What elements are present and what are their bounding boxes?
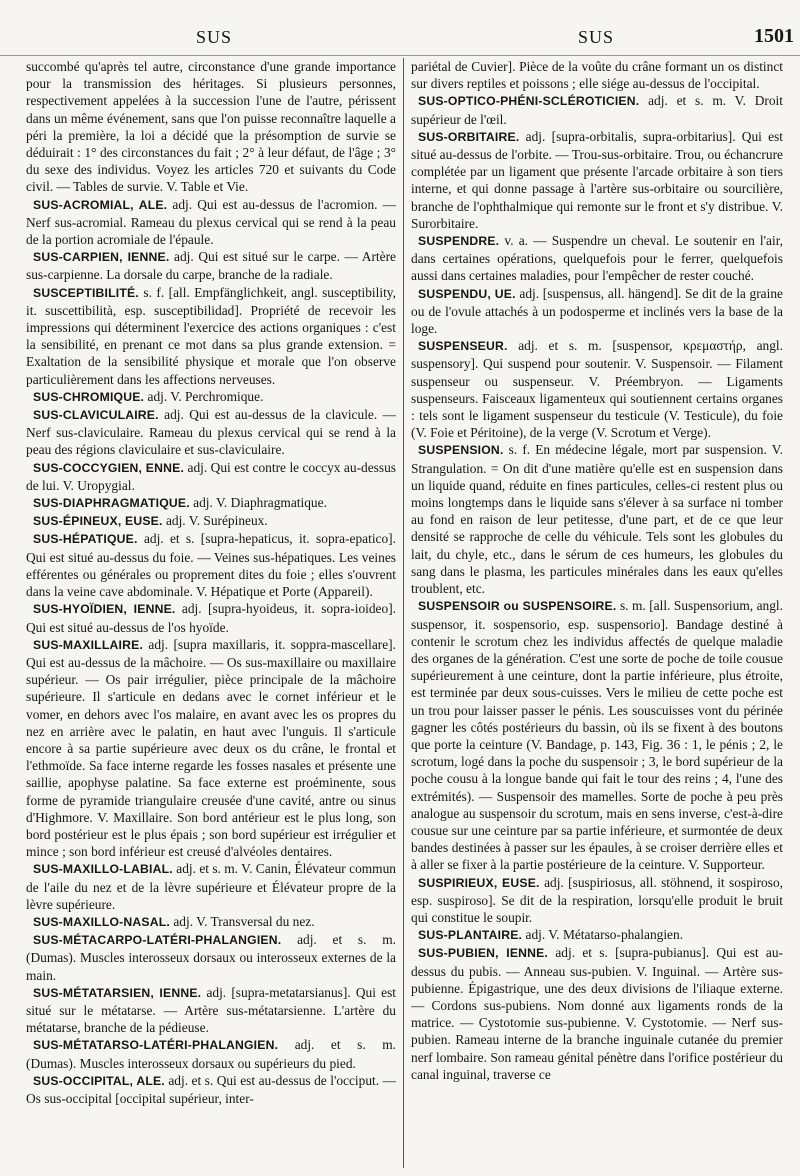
entry-headword: SUS-MÉTACARPO-LATÉRI-PHALANGIEN. xyxy=(33,933,282,948)
entry-headword: SUSPENSION. xyxy=(418,443,504,458)
entry-definition: adj. [supra-orbitalis, supra-orbitarius]. Qui est situé au-dessus de l'orbite. — Trou-sus-orbitaire. Trou, ou échancrure complétée par un ligament que présente l'arcade orbitaire à son tiers interne, et qui donne passage à l'artère sus-orbitaire ou sourcilière, branche de l'ophthalmique qui remonte sur le front et s'y distribue. V. Surorbitaire. xyxy=(411,128,783,231)
entry-definition: adj. V. Métatarso-phalangien. xyxy=(525,927,684,943)
entry-headword: SUS-PUBIEN, IENNE. xyxy=(418,946,549,961)
entry-definition: adj. et s. m. V. Droit supérieur de l'œil. xyxy=(411,93,783,127)
entry-definition: adj. et s. Qui est au-dessus de l'occiput. — Os sus-occipital [occipital supérieur, inter- xyxy=(26,1072,396,1106)
entry-definition: s. m. [all. Suspensorium, angl. suspensor, it. sospensorio, esp. suspensorio]. Bandage destiné à contenir le scrotum chez les individus affectés de quelque maladie des organes de la génération. C'est une sorte de poche de toile cousue supérieurement à une ceinture, dont la partie inférieure, plus étroite, est terminée par deux sous-cuisses. Vers le milieu de cette poche est un trou pour laisser passer le pénis. Les souscuisses vont du périnée gagner les côtés postérieurs du bassin, où ils se fixent à des boutons que porte la ceinture (V. Bandage, p. 143, Fig. 36 : 1, le pénis ; 2, le scrotum, logé dans la poche du suspensoir ; 3, le bord supérieur de la poche cousu à la longue bande qui fait le tour des reins ; 4, l'une des extrémités). — Suspensoir des mamelles. Sorte de poche à peu près analogue au suspensoir du scrotum, mais en sens inverse, c'est-à-dire cousue sur une ceinture par sa partie inférieure, et surmontée de deux bandes destinées à passer sur les épaules, à se croiser derrière elles et à aller se fixer à la partie postérieure de la ceinture. V. Supporteur. xyxy=(411,598,783,873)
entry-definition: adj. V. Perchromique. xyxy=(147,388,264,404)
entry-definition: adj. Qui est au-dessus de la clavicule. — Nerf sus-claviculaire. Rameau du plexus cervical qui se rend à la peau des régions claviculaire et sus-claviculaire. xyxy=(26,407,396,458)
dictionary-entry xyxy=(26,931,396,984)
dictionary-entry xyxy=(26,388,396,406)
dictionary-entry xyxy=(26,600,396,635)
entry-definition: adj. et s. m. V. Canin, Élévateur commun de l'aile du nez et de la lèvre supérieure et Élévateur propre de la lèvre supérieure. xyxy=(26,861,396,912)
dictionary-entry xyxy=(26,530,396,600)
entry-definition: s. f. En médecine légale, mort par suspension. V. Strangulation. = On dit d'une matière qu'elle est en suspension dans un liquide quand, réduite en fines particules, celles-ci restent plus ou moins longtemps dans le liquide sans s'élever à sa surface ni tomber au fond en raison de leur petitesse, d'une part, et de ce que leur densité se rapproche de celle du véhicule. Tels sont les globules du lait, du chyle, etc., dans le sérum de ces humeurs, les globules du sang dans le plasma, les particules minérales dans les eaux qu'elles troublent, etc. xyxy=(411,442,783,597)
dictionary-entry xyxy=(26,459,396,494)
dictionary-entry xyxy=(26,984,396,1037)
entry-definition: v. a. — Suspendre un cheval. Le soutenir en l'air, dans certaines opérations, quelquefois pour le ferrer, quelquefois aussi dans certaines maladies, pour l'empêcher de rester couché. xyxy=(411,233,783,284)
entry-headword: SUS-CHROMIQUE. xyxy=(33,389,145,404)
entry-headword: SUS-CLAVICULAIRE. xyxy=(33,408,159,423)
dictionary-entry xyxy=(26,494,396,512)
entry-headword: SUS-CARPIEN, IENNE. xyxy=(33,250,170,265)
entry-headword: SUS-MÉTATARSO-LATÉRI-PHALANGIEN. xyxy=(33,1038,279,1053)
entry-definition: s. f. [all. Empfänglichkeit, angl. susceptibility, it. suscettibilità, esp. susceptibilidad]. Propriété de recevoir les impressions qui déterminent l'exercice des actions organiques : c'est la sensibilité, en prenant ce mot dans sa plus grande extension. = Exaltation de la sensibilité physique et morale que l'on observe particulièrement dans les affections nerveuses. xyxy=(26,284,396,387)
entry-headword: SUS-MAXILLO-NASAL. xyxy=(33,914,170,929)
entry-definition: adj. V. Transversal du nez. xyxy=(173,913,315,929)
entry-headword: SUS-MAXILLO-LABIAL. xyxy=(33,862,173,877)
entry-headword: SUS-COCCYGIEN, ENNE. xyxy=(33,460,185,475)
continued-text xyxy=(26,58,396,196)
entry-headword: SUS-ÉPINEUX, EUSE. xyxy=(33,514,163,529)
header-rule xyxy=(0,55,800,56)
entry-definition: succombé qu'après tel autre, circonstance d'une grande importance pour la transmission des héritages. Si plusieurs personnes, respectivement appelées à la succession l'une de l'autre, périssent dans un même événement, sans que l'on puisse reconnaître laquelle a péri la première, la loi a décidé que la présomption de survie se déduirait : 1° des circonstances du fait ; 2° à leur défaut, de l'âge ; 3° du sexe des individus. Voyez les articles 720 et suivants du Code civil. — Tables de survie. V. Table et Vie. xyxy=(26,59,396,195)
dictionary-entry xyxy=(26,1036,396,1071)
dictionary-entry xyxy=(26,913,396,931)
entry-definition: adj. [supra maxillaris, it. soppra-mascellare]. Qui est au-dessus de la mâchoire. — Os sus-maxillaire ou maxillaire supérieur. — Os pair irrégulier, pièce principale de la mâchoire supérieure. Il s'articule en dedans avec le cornet inférieur et le vomer, en dehors avec l'os malaire, en avant avec les os propres du nez en arrière avec le palatin, en haut avec l'unguis. Il s'articule encore à sa partie supérieure avec deux os du crâne, le frontal et l'ethmoïde. Sa face interne regarde les fosses nasales et présente une saillie, apophyse palatine. Sa face externe est proéminente, sous forme de pyramide triangulaire creusée d'une cavité, antre ou sinus d'Highmore. V. Maxillaire. Son bord antérieur est le plus long, son bord postérieur est le plus épais ; son bord supérieur est irrégulier et mince ; son bord inférieur est creusé d'alvéoles dentaires. xyxy=(26,636,396,860)
entry-definition: adj. [suspensus, all. hängend]. Se dit de la graine ou de l'ovule attachés à un podosperme et inclinés vers la base de la loge. xyxy=(411,285,783,337)
dictionary-entry xyxy=(26,196,396,249)
right-column xyxy=(411,58,783,1176)
entry-headword: SUS-MAXILLAIRE. xyxy=(33,637,143,652)
dictionary-entry xyxy=(26,1072,396,1107)
entry-definition: pariétal de Cuvier]. Pièce de la voûte du crâne formant un os distinct sur divers reptiles et poissons ; elle siége au-dessus de l'occipital. xyxy=(411,59,783,92)
entry-headword: SUSPENDRE. xyxy=(418,234,500,249)
entry-definition: adj. et s. [supra-pubianus]. Qui est au-dessus du pubis. — Anneau sus-pubien. V. Inguinal. — Artère sus-pubienne. Épigastrique, une des deux divisions de l'iliaque externe. — Cordons sus-pubiens. Nom donné aux ligaments ronds de la matrice. — Cystotomie sus-pubienne. V. Cystotomie. — Nerf sus-pubien. Rameau interne de la branche inguinale cutanée du premier nerf lombaire. Son rameau génital pénètre dans l'orifice postérieur du canal inguinal, traverse ce xyxy=(411,945,783,1082)
entry-headword: SUS-ORBITAIRE. xyxy=(418,129,520,144)
entry-headword: SUS-HYOÏDIEN, IENNE. xyxy=(33,602,176,617)
dictionary-entry xyxy=(411,92,783,127)
dictionary-entry xyxy=(26,406,396,459)
left-column xyxy=(26,58,396,1176)
entry-definition: adj. V. Diaphragmatique. xyxy=(193,495,327,511)
dictionary-entry xyxy=(26,512,396,530)
page-number: 1501 xyxy=(754,25,794,47)
entry-definition: adj. Qui est contre le coccyx au-dessus de lui. V. Uropygial. xyxy=(26,459,396,493)
page-header xyxy=(0,27,800,53)
running-head-right: SUS xyxy=(578,27,615,47)
entry-headword: SUSPENSEUR. xyxy=(418,339,508,354)
entry-definition: adj. et s. m. (Dumas). Muscles interosseux dorsaux ou interosseux externes de la main. xyxy=(26,932,396,983)
dictionary-entry xyxy=(26,860,396,913)
entry-definition: adj. et s. m. (Dumas). Muscles interosseux dorsaux ou supérieurs du pied. xyxy=(26,1037,396,1071)
entry-headword: SUS-PLANTAIRE. xyxy=(418,928,523,943)
dictionary-entry xyxy=(26,636,396,861)
entry-headword: SUS-ACROMIAL, ALE. xyxy=(33,197,168,212)
entry-headword: SUS-OCCIPITAL, ALE. xyxy=(33,1073,165,1088)
entry-headword: SUS-MÉTATARSIEN, IENNE. xyxy=(33,985,202,1000)
dictionary-entry xyxy=(411,337,783,441)
entry-headword: SUSPENSOIR ou SUSPENSOIRE. xyxy=(418,599,617,614)
entry-definition: adj. [supra-hyoideus, it. sopra-ioideo]. Qui est situé au-dessus de l'os hyoïde. xyxy=(26,601,396,635)
entry-definition: adj. Qui est au-dessus de l'acromion. — Nerf sus-acromial. Rameau du plexus cervical qui se rend à la peau de la portion acromiale de l'épaule. xyxy=(26,196,396,248)
dictionary-entry xyxy=(411,285,783,338)
dictionary-entry xyxy=(411,441,783,597)
entry-definition: adj. et s. m. [suspensor, κρεμαστήρ, angl. suspensory]. Qui suspend pour soutenir. V. Suspensoir. — Filament suspenseur ou suspenseur. V. Préembryon. — Ligaments suspenseurs. Faisceaux ligamenteux qui soutiennent certains organes : tels sont le ligament suspenseur du testicule (V. Testicule), du foie (V. Foie et Péritoine), de la verge (V. Scrotum et Verge). xyxy=(411,338,783,441)
dictionary-entry xyxy=(411,597,783,873)
column-divider xyxy=(403,58,404,1168)
continued-text xyxy=(411,58,783,92)
dictionary-entry xyxy=(411,926,783,944)
entry-headword: SUSPENDU, UE. xyxy=(418,286,516,301)
entry-headword: SUS-OPTICO-PHÉNI-SCLÉROTICIEN. xyxy=(418,94,640,109)
dictionary-entry xyxy=(411,874,783,927)
entry-headword: SUS-HÉPATIQUE. xyxy=(33,532,138,547)
dictionary-entry xyxy=(411,128,783,232)
dictionary-entry xyxy=(26,248,396,283)
dictionary-entry xyxy=(26,284,396,388)
entry-definition: adj. [suspiriosus, all. stöhnend, it sospiroso, esp. suspiroso]. Se dit de la respiration, lorsqu'elle produit le bruit qui constitue le soupir. xyxy=(411,874,783,925)
dictionary-entry xyxy=(411,232,783,285)
entry-definition: adj. V. Surépineux. xyxy=(165,513,268,529)
entry-headword: SUSCEPTIBILITÉ. xyxy=(33,285,139,300)
entry-headword: SUS-DIAPHRAGMATIQUE. xyxy=(33,496,190,511)
entry-definition: adj. Qui est situé sur le carpe. — Artère sus-carpienne. La dorsale du carpe, branche de la radiale. xyxy=(26,249,396,283)
entry-definition: adj. et s. [supra-hepaticus, it. sopra-epatico]. Qui est situé au-dessus du foie. — Veines sus-hépatiques. Les veines efférentes ou générales ou proprement dites du foie ; elles s'ouvrent dans la veine cave abdominale. V. Hépatique et Porte (Appareil). xyxy=(26,531,396,600)
entry-definition: adj. [supra-metatarsianus]. Qui est situé sur le métatarse. — Artère sus-métatarsienne. L'artère du métatarse, branche de la pédieuse. xyxy=(26,984,396,1036)
dictionary-entry xyxy=(411,944,783,1083)
running-head-left: SUS xyxy=(196,27,233,47)
entry-headword: SUSPIRIEUX, EUSE. xyxy=(418,875,540,890)
